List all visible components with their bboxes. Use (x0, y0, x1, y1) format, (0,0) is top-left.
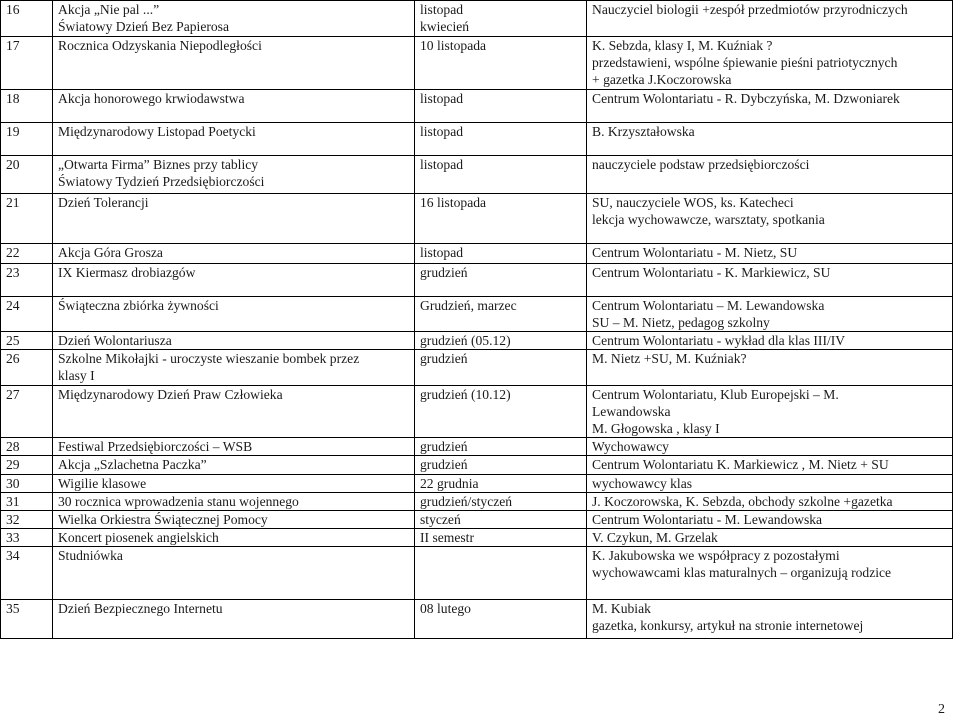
event-date-line: II semestr (420, 530, 474, 545)
event-name (53, 547, 415, 600)
event-date (415, 456, 587, 475)
event-date (415, 332, 587, 350)
event-name (53, 1, 415, 37)
event-name (53, 493, 415, 511)
event-responsible (587, 438, 953, 456)
row-number (1, 297, 53, 332)
event-date-line: 22 grudnia (420, 476, 479, 491)
event-name (53, 511, 415, 529)
event-date (415, 297, 587, 332)
event-responsible (587, 332, 953, 350)
event-responsible (587, 37, 953, 90)
event-date-line: grudzień (420, 457, 468, 472)
row-number-line: 21 (6, 195, 20, 210)
event-responsible-line: SU – M. Nietz, pedagog szkolny (592, 315, 770, 330)
event-responsible-line: nauczyciele podstaw przedsiębiorczości (592, 157, 810, 172)
event-name-line: Studniówka (58, 548, 123, 563)
event-date (415, 547, 587, 600)
event-date (415, 600, 587, 639)
event-name-line: Światowy Tydzień Przedsiębiorczości (58, 174, 265, 189)
event-date (415, 493, 587, 511)
event-name (53, 438, 415, 456)
row-number-line: 26 (6, 351, 20, 366)
event-responsible (587, 350, 953, 386)
event-date-line: grudzień (10.12) (420, 387, 511, 402)
event-name-line: Akcja Góra Grosza (58, 245, 163, 260)
event-name (53, 332, 415, 350)
event-name-line: Dzień Tolerancji (58, 195, 149, 210)
event-responsible (587, 386, 953, 438)
event-responsible-line: + gazetka J.Koczorowska (592, 72, 732, 87)
event-name (53, 37, 415, 90)
event-name-line: Światowy Dzień Bez Papierosa (58, 19, 230, 34)
table-row (1, 547, 953, 600)
event-date (415, 438, 587, 456)
event-responsible (587, 475, 953, 493)
event-responsible-line: Centrum Wolontariatu K. Markiewicz , M. Nietz + SU (592, 457, 889, 472)
row-number-line: 32 (6, 512, 20, 527)
row-number (1, 511, 53, 529)
row-number (1, 194, 53, 244)
table-row (1, 156, 953, 194)
event-name-line: Akcja „Szlachetna Paczka” (58, 457, 207, 472)
event-name-line: Festiwal Przedsiębiorczości – WSB (58, 439, 253, 454)
event-name-line: „Otwarta Firma” Biznes przy tablicy (58, 157, 259, 172)
table-row (1, 456, 953, 475)
event-responsible-line: Nauczyciel biologii +zespół przedmiotów przyrodniczych (592, 2, 908, 17)
row-number-line: 22 (6, 245, 20, 260)
event-date (415, 90, 587, 123)
event-date-line: listopad (420, 157, 464, 172)
table-row (1, 123, 953, 156)
event-date-line: grudzień (420, 351, 468, 366)
event-name (53, 194, 415, 244)
event-date (415, 350, 587, 386)
event-date-line: Grudzień, marzec (420, 298, 517, 313)
event-responsible (587, 297, 953, 332)
event-responsible-line: J. Koczorowska, K. Sebzda, obchody szkolne +gazetka (592, 494, 893, 509)
row-number-line: 30 (6, 476, 20, 491)
event-name (53, 456, 415, 475)
row-number-line: 20 (6, 157, 20, 172)
event-responsible (587, 600, 953, 639)
event-name (53, 600, 415, 639)
event-name-line: Rocznica Odzyskania Niepodległości (58, 38, 262, 53)
event-responsible (587, 1, 953, 37)
event-date-line: styczeń (420, 512, 461, 527)
event-date-line: 16 listopada (420, 195, 487, 210)
event-responsible-line: Lewandowska (592, 404, 671, 419)
row-number (1, 493, 53, 511)
event-responsible (587, 529, 953, 547)
page-number: 2 (938, 702, 945, 717)
event-responsible (587, 244, 953, 264)
row-number (1, 386, 53, 438)
table-row (1, 386, 953, 438)
row-number-line: 33 (6, 530, 20, 545)
row-number (1, 264, 53, 297)
table-row (1, 90, 953, 123)
event-responsible-line: przedstawieni, wspólne śpiewanie pieśni patriotycznych (592, 55, 898, 70)
event-name-line: Akcja „Nie pal ...” (58, 2, 160, 17)
event-responsible (587, 156, 953, 194)
event-date (415, 244, 587, 264)
event-responsible-line: Centrum Wolontariatu - wykład dla klas III/IV (592, 333, 846, 348)
row-number (1, 456, 53, 475)
table-row (1, 350, 953, 386)
row-number (1, 156, 53, 194)
event-responsible-line: Centrum Wolontariatu - M. Nietz, SU (592, 245, 798, 260)
row-number (1, 1, 53, 37)
row-number-line: 27 (6, 387, 20, 402)
table-row (1, 332, 953, 350)
table-row (1, 438, 953, 456)
event-date (415, 511, 587, 529)
event-name-line: klasy I (58, 368, 95, 383)
row-number-line: 25 (6, 333, 20, 348)
event-responsible-line: Centrum Wolontariatu - M. Lewandowska (592, 512, 823, 527)
event-date (415, 194, 587, 244)
event-name (53, 529, 415, 547)
event-name (53, 90, 415, 123)
row-number (1, 332, 53, 350)
row-number-line: 17 (6, 38, 20, 53)
event-responsible-line: K. Sebzda, klasy I, M. Kuźniak ? (592, 38, 773, 53)
event-date (415, 37, 587, 90)
event-name-line: Wielka Orkiestra Świątecznej Pomocy (58, 512, 268, 527)
event-name (53, 297, 415, 332)
row-number-line: 29 (6, 457, 20, 472)
event-name-line: Międzynarodowy Listopad Poetycki (58, 124, 256, 139)
event-responsible-line: wychowawcami klas maturalnych – organizują rodzice (592, 565, 892, 580)
row-number (1, 438, 53, 456)
row-number-line: 23 (6, 265, 20, 280)
event-date (415, 156, 587, 194)
table-row (1, 493, 953, 511)
event-date (415, 123, 587, 156)
event-date-line: listopad (420, 124, 464, 139)
table-row (1, 194, 953, 244)
event-date-line: grudzień (420, 439, 468, 454)
event-date (415, 475, 587, 493)
event-date (415, 529, 587, 547)
event-date-line: listopad (420, 2, 464, 17)
event-name-line: Międzynarodowy Dzień Praw Człowieka (58, 387, 283, 402)
row-number-line: 19 (6, 124, 20, 139)
event-responsible-line: Centrum Wolontariatu, Klub Europejski – M. (592, 387, 839, 402)
event-responsible-line: lekcja wychowawcze, warsztaty, spotkania (592, 212, 825, 227)
events-table-body (1, 1, 953, 639)
event-responsible-line: wychowawcy klas (592, 476, 693, 491)
event-name-line: Dzień Bezpiecznego Internetu (58, 601, 223, 616)
table-row (1, 511, 953, 529)
row-number-line: 24 (6, 298, 20, 313)
event-responsible-line: M. Kubiak (592, 601, 651, 616)
event-name (53, 264, 415, 297)
table-row (1, 37, 953, 90)
event-responsible (587, 456, 953, 475)
event-name (53, 123, 415, 156)
table-row (1, 600, 953, 639)
event-date-line: grudzień/styczeń (420, 494, 513, 509)
row-number-line: 18 (6, 91, 20, 106)
event-responsible (587, 123, 953, 156)
row-number (1, 600, 53, 639)
table-row (1, 475, 953, 493)
row-number (1, 123, 53, 156)
event-responsible-line: Centrum Wolontariatu - R. Dybczyńska, M. Dzwoniarek (592, 91, 900, 106)
event-responsible (587, 511, 953, 529)
event-responsible (587, 493, 953, 511)
event-name (53, 386, 415, 438)
event-name (53, 475, 415, 493)
event-name-line: 30 rocznica wprowadzenia stanu wojennego (58, 494, 299, 509)
event-name-line: Szkolne Mikołajki - uroczyste wieszanie bombek przez (58, 351, 360, 366)
table-row (1, 1, 953, 37)
event-name (53, 350, 415, 386)
event-date (415, 386, 587, 438)
event-name-line: IX Kiermasz drobiazgów (58, 265, 196, 280)
event-name (53, 244, 415, 264)
row-number-line: 28 (6, 439, 20, 454)
event-name-line: Koncert piosenek angielskich (58, 530, 219, 545)
event-responsible-line: M. Głogowska , klasy I (592, 421, 720, 436)
event-responsible (587, 90, 953, 123)
event-responsible-line: V. Czykun, M. Grzelak (592, 530, 718, 545)
event-responsible (587, 264, 953, 297)
event-responsible-line: gazetka, konkursy, artykuł na stronie internetowej (592, 618, 864, 633)
event-responsible-line: Centrum Wolontariatu - K. Markiewicz, SU (592, 265, 831, 280)
event-name-line: Świąteczna zbiórka żywności (58, 298, 219, 313)
row-number-line: 35 (6, 601, 20, 616)
event-responsible (587, 194, 953, 244)
event-name (53, 156, 415, 194)
row-number (1, 529, 53, 547)
event-name-line: Dzień Wolontariusza (58, 333, 172, 348)
row-number-line: 16 (6, 2, 20, 17)
event-date-line: grudzień (420, 265, 468, 280)
event-responsible-line: SU, nauczyciele WOS, ks. Katecheci (592, 195, 794, 210)
table-row (1, 264, 953, 297)
event-responsible-line: B. Krzyształowska (592, 124, 695, 139)
event-date-line: grudzień (05.12) (420, 333, 511, 348)
event-responsible-line: M. Nietz +SU, M. Kuźniak? (592, 351, 747, 366)
table-row (1, 529, 953, 547)
table-row (1, 244, 953, 264)
row-number (1, 37, 53, 90)
event-date (415, 264, 587, 297)
row-number (1, 547, 53, 600)
event-date-line: kwiecień (420, 19, 470, 34)
event-date-line: listopad (420, 245, 464, 260)
event-name-line: Wigilie klasowe (58, 476, 147, 491)
row-number (1, 244, 53, 264)
event-date-line: 08 lutego (420, 601, 471, 616)
event-name-line: Akcja honorowego krwiodawstwa (58, 91, 245, 106)
event-date (415, 1, 587, 37)
event-responsible-line: Wychowawcy (592, 439, 669, 454)
row-number (1, 475, 53, 493)
row-number (1, 90, 53, 123)
event-responsible-line: Centrum Wolontariatu – M. Lewandowska (592, 298, 825, 313)
table-row (1, 297, 953, 332)
event-date-line: 10 listopada (420, 38, 487, 53)
event-responsible (587, 547, 953, 600)
row-number-line: 31 (6, 494, 20, 509)
event-responsible-line: K. Jakubowska we współpracy z pozostałymi (592, 548, 840, 563)
row-number (1, 350, 53, 386)
event-date-line: listopad (420, 91, 464, 106)
row-number-line: 34 (6, 548, 20, 563)
